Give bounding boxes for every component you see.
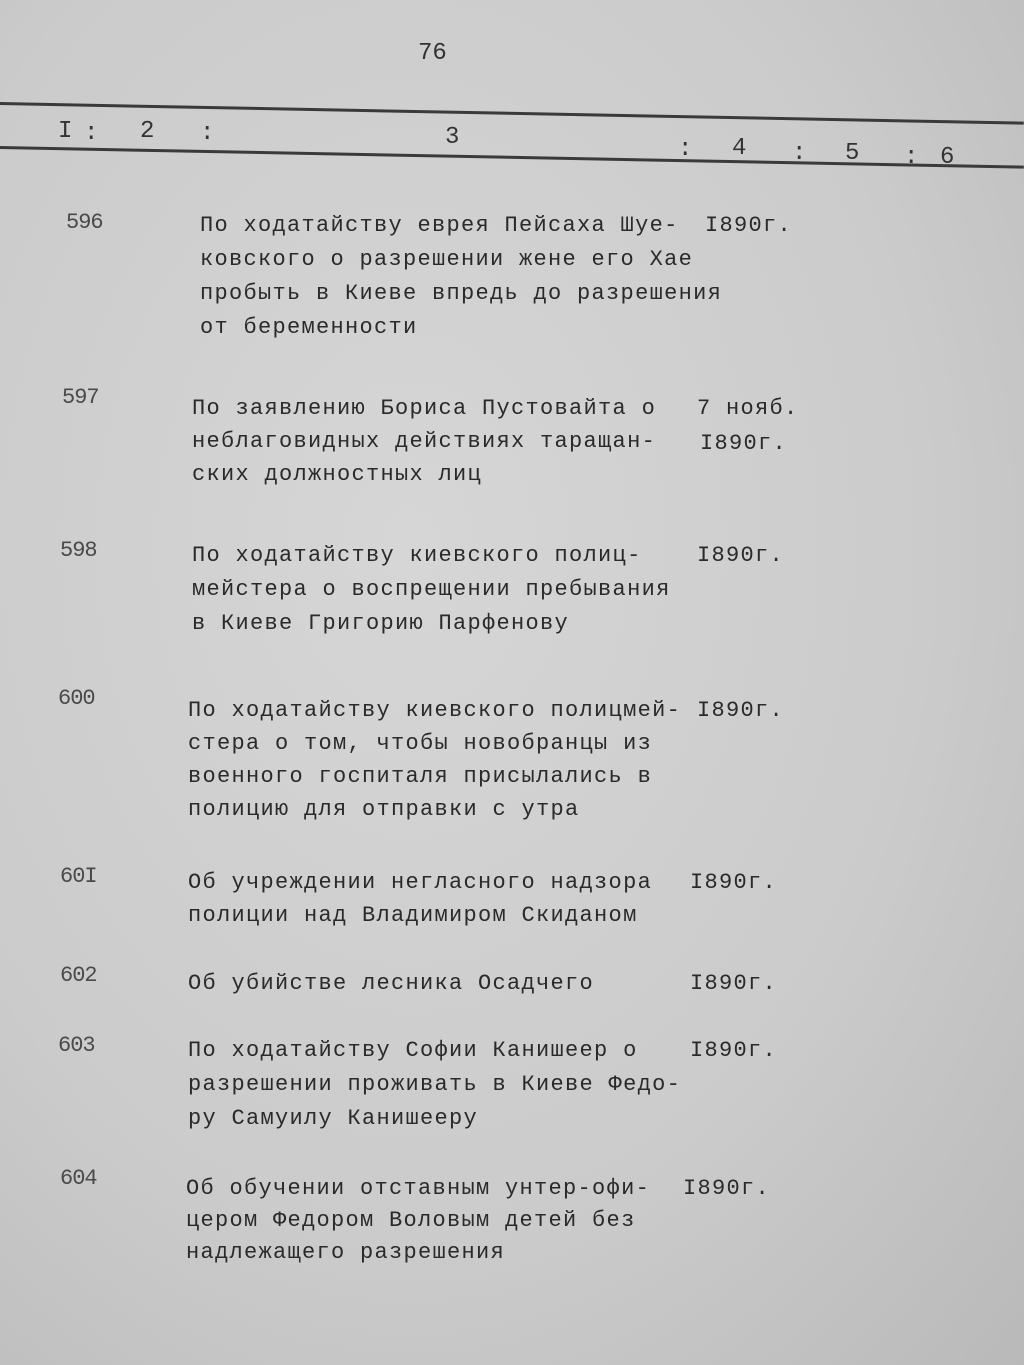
entry-description-line: ковского о разрешении жене его Хае: [200, 247, 694, 272]
entry-number: 60I: [60, 864, 97, 889]
column-separator: :: [904, 144, 919, 171]
entry-date: I890г.: [697, 543, 785, 568]
column-header-4: 4: [732, 135, 747, 162]
entry-description-line: ру Самуилу Канишееру: [188, 1106, 479, 1131]
entry-description-line: стера о том, чтобы новобранцы из: [188, 731, 653, 756]
entry-description-line: Об обучении отставным унтер-офи-: [186, 1176, 651, 1201]
entry-description-line: ских должностных лиц: [192, 462, 483, 487]
entry-description-line: военного госпиталя присылались в: [188, 764, 653, 789]
entry-number: 596: [66, 210, 103, 235]
entry-description-line: пробыть в Киеве впредь до разрешения: [200, 281, 723, 306]
entry-description-line: Об убийстве лесника Осадчего: [188, 971, 595, 996]
column-header-5: 5: [845, 140, 860, 167]
entry-description-line: По ходатайству еврея Пейсаха Шуе-: [200, 213, 679, 238]
entry-date: I890г.: [700, 431, 788, 456]
entry-description-line: полицию для отправки с утра: [188, 797, 580, 822]
entry-description-line: По ходатайству Софии Канишеер о: [188, 1038, 638, 1063]
entry-description-line: По ходатайству киевского полицмей-: [188, 698, 682, 723]
entry-date: I890г.: [697, 698, 785, 723]
column-header-1: I: [58, 118, 73, 145]
entry-number: 603: [58, 1033, 95, 1058]
entry-number: 598: [60, 538, 97, 563]
entry-number: 602: [60, 963, 97, 988]
entry-number: 597: [62, 385, 99, 410]
entry-description-line: разрешении проживать в Киеве Федо-: [188, 1072, 682, 1097]
entry-date: I890г.: [690, 870, 778, 895]
column-header-3: 3: [445, 124, 460, 151]
entry-description-line: полиции над Владимиром Скиданом: [188, 903, 638, 928]
entry-date: I890г.: [690, 1038, 778, 1063]
entry-date: 7 нояб.: [697, 396, 799, 421]
column-separator: :: [678, 136, 693, 163]
entry-description-line: цером Федором Воловым детей без: [186, 1208, 636, 1233]
column-separator: :: [200, 120, 215, 147]
entry-date: I890г.: [683, 1176, 771, 1201]
page-number: 76: [418, 40, 447, 67]
entry-date: I890г.: [690, 971, 778, 996]
column-separator: :: [792, 140, 807, 167]
entry-description-line: от беременности: [200, 315, 418, 340]
entry-description-line: надлежащего разрешения: [186, 1240, 506, 1265]
entry-description-line: По заявлению Бориса Пустовайта о: [192, 396, 657, 421]
entry-description-line: По ходатайству киевского полиц-: [192, 543, 642, 568]
entry-description-line: Об учреждении негласного надзора: [188, 870, 653, 895]
entry-description-line: мейстера о воспрещении пребывания: [192, 577, 671, 602]
header-bottom-rule: [0, 146, 1024, 169]
column-header-6: 6: [940, 144, 955, 171]
entry-description-line: неблаговидных действиях таращан-: [192, 429, 657, 454]
entry-date: I890г.: [705, 213, 793, 238]
entry-number: 600: [58, 686, 95, 711]
column-separator: :: [84, 120, 99, 147]
column-header-2: 2: [140, 118, 155, 145]
entry-description-line: в Киеве Григорию Парфенову: [192, 611, 570, 636]
entry-number: 604: [60, 1166, 97, 1191]
